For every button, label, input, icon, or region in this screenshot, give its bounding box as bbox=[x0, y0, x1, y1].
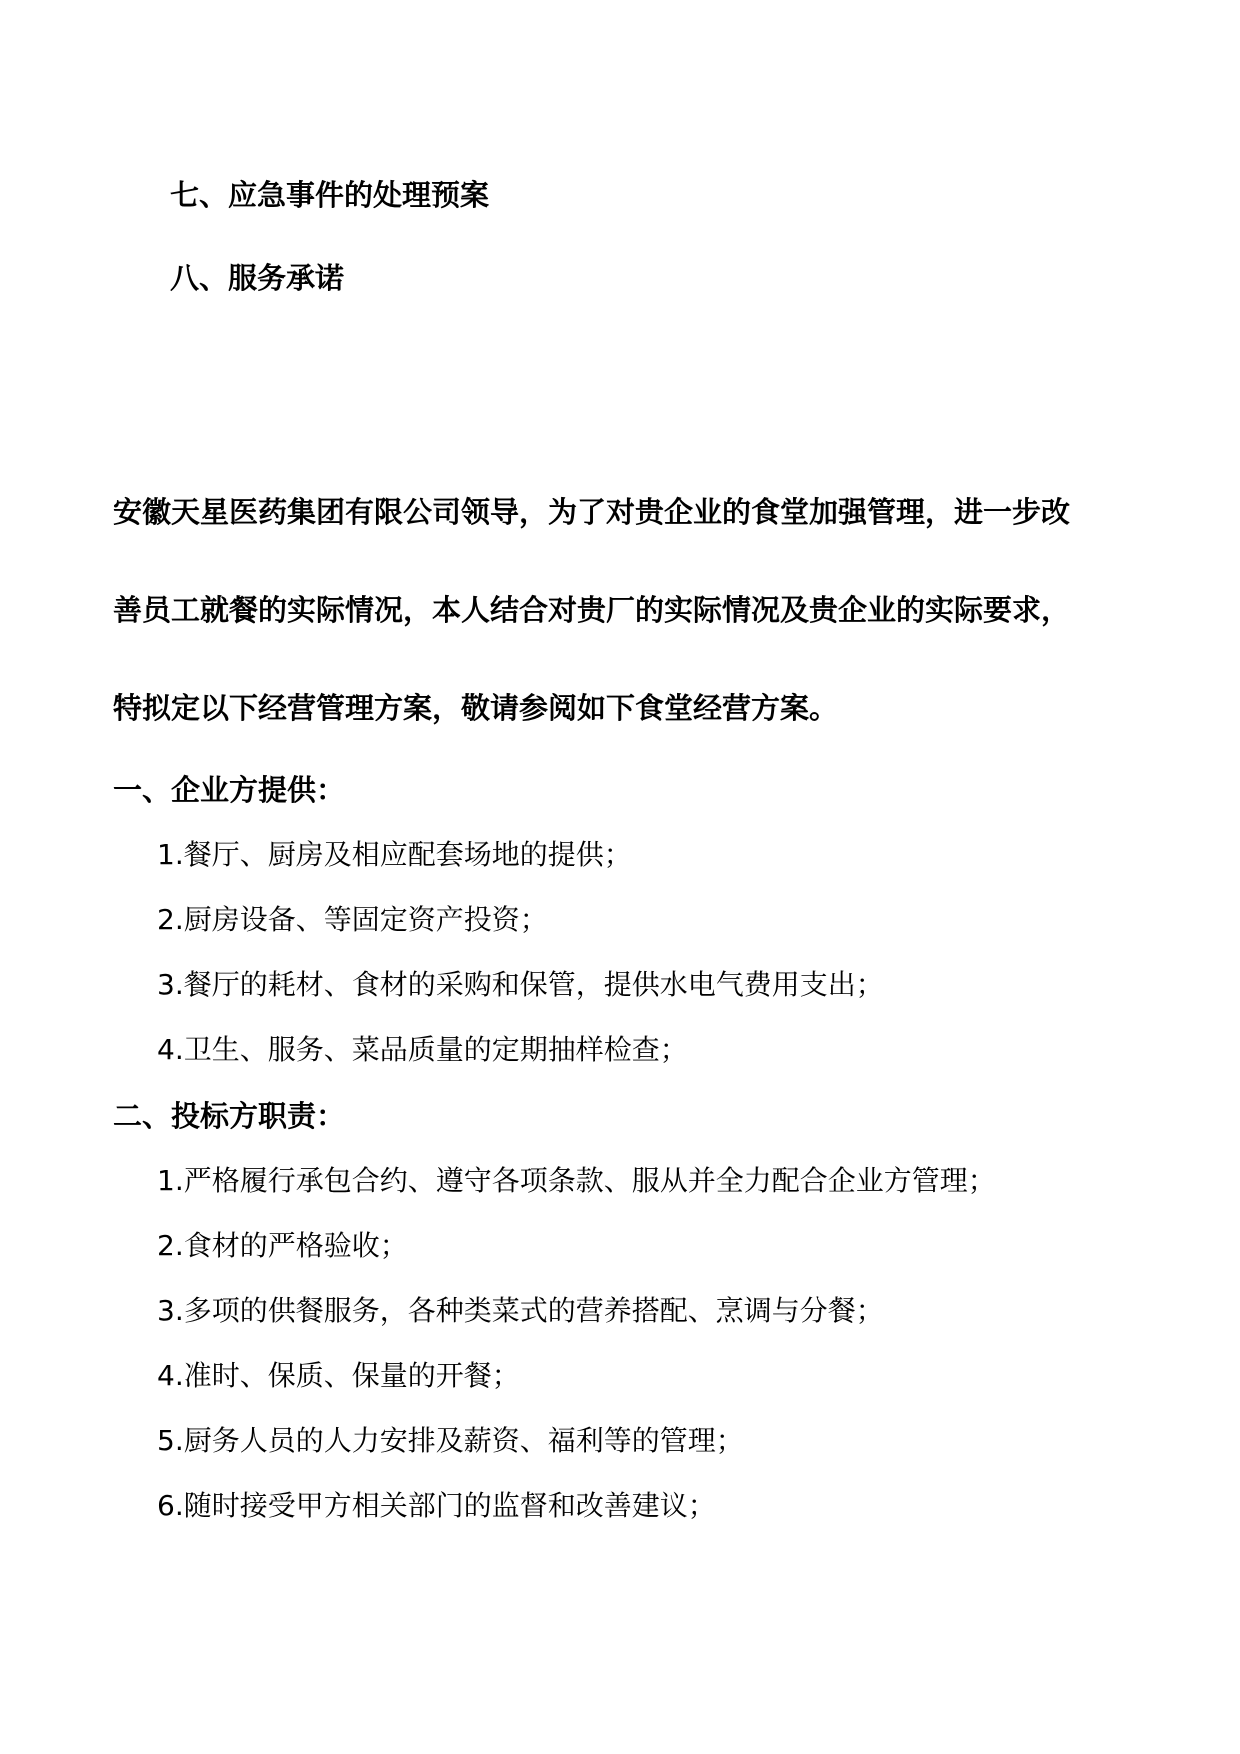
list-item: 3.餐厅的耗材、食材的采购和保管，提供水电气费用支出； bbox=[157, 968, 884, 1001]
list-item: 5.厨务人员的人力安排及薪资、福利等的管理； bbox=[157, 1424, 744, 1457]
intro-line: 安徽天星医药集团有限公司领导，为了对贵企业的食堂加强管理，进一步改 bbox=[113, 495, 1071, 529]
section-heading: 一、企业方提供： bbox=[113, 773, 346, 807]
intro-line: 特拟定以下经营管理方案，敬请参阅如下食堂经营方案。 bbox=[113, 691, 839, 725]
list-item: 2.厨房设备、等固定资产投资； bbox=[157, 903, 548, 936]
list-item: 6.随时接受甲方相关部门的监督和改善建议； bbox=[157, 1489, 716, 1522]
list-item: 1.餐厅、厨房及相应配套场地的提供； bbox=[157, 838, 632, 871]
list-item: 3.多项的供餐服务，各种类菜式的营养搭配、烹调与分餐； bbox=[157, 1294, 884, 1327]
list-item: 4.准时、保质、保量的开餐； bbox=[157, 1359, 520, 1392]
list-item: 2.食材的严格验收； bbox=[157, 1229, 408, 1262]
intro-line: 善员工就餐的实际情况，本人结合对贵厂的实际情况及贵企业的实际要求， bbox=[113, 593, 1071, 627]
toc-item-7: 七、应急事件的处理预案 bbox=[170, 178, 490, 212]
list-item: 4.卫生、服务、菜品质量的定期抽样检查； bbox=[157, 1033, 688, 1066]
toc-item-8: 八、服务承诺 bbox=[170, 261, 345, 295]
list-item: 1.严格履行承包合约、遵守各项条款、服从并全力配合企业方管理； bbox=[157, 1164, 996, 1197]
section-heading: 二、投标方职责： bbox=[113, 1099, 346, 1133]
